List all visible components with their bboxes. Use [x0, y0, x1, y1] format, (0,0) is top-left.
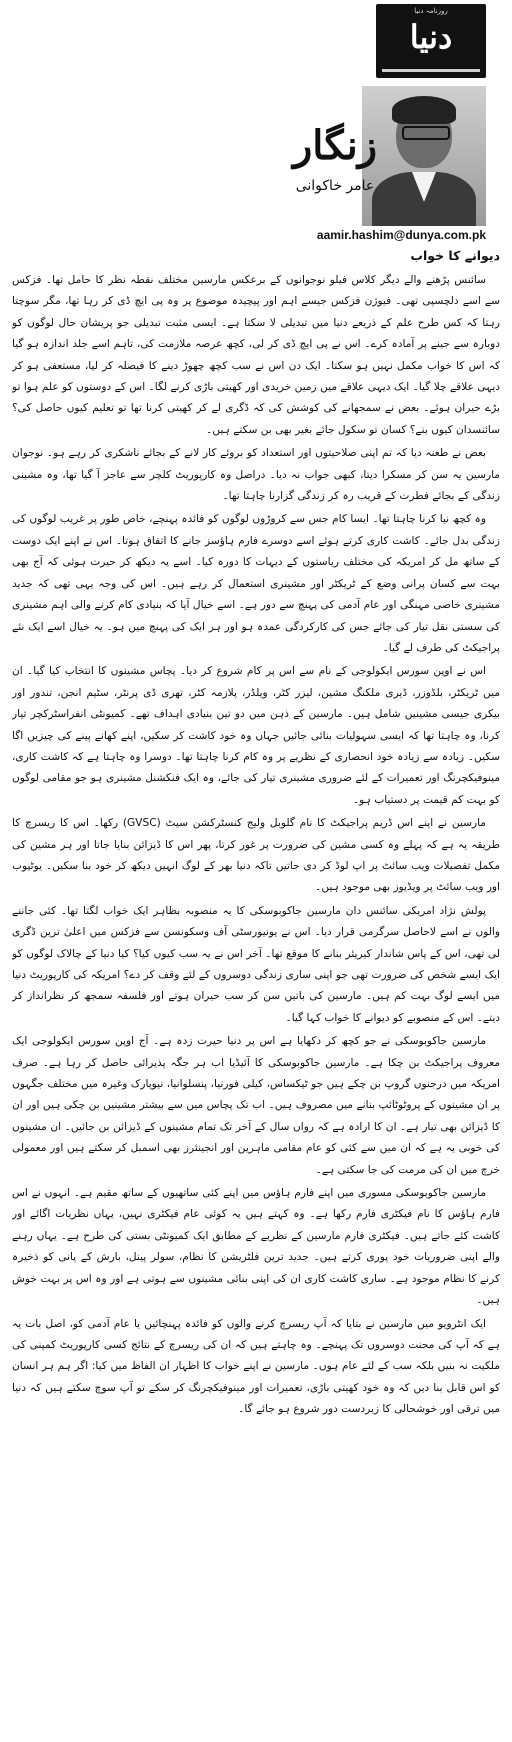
article-paragraph: پولش نژاد امریکی سائنس دان مارسین جاکوبوسکی کا یہ منصوبہ بظاہر ایک خواب لگتا تھا۔ کئی جاننے والوں نے اسے لاحاصل سرگرمی قرار دیا۔ اس نے یونیورسٹی آف وسکونسن سے فزکس میں اعلیٰ ترین ڈگری لی تھی، اس کے پاس شاندار کیریئر بنانے کا موقع تھا۔ آخر اس نے یہ سب کیوں کیا؟ کیا دنیا کے چالاک لوگوں کو ایک ایسے شخص کی ضرورت تھی جو اپنی ساری زندگی دوسروں کے لئے وقف کر دے؟ امریکہ کی کارپوریٹ دنیا میں ایسے لوگ بہت کم ہیں۔ مارسین کی باتیں سن کر سب حیران ہوتے اور فلسفہ سمجھ کر نظرانداز کر دیتے۔ اس کے منصوبے کو دیوانے کا خواب کہا گیا۔ [12, 904, 500, 1024]
column-byline [0, 86, 512, 242]
author-name: عامر خاکوانی [295, 178, 375, 194]
article-paragraph: سائنس پڑھنے والے دیگر کلاس فیلو نوجوانوں کے برعکس مارسین مختلف نقطہ نظر کا حامل تھا۔ فزکس سے اسے دلچسپی تھی۔ فیوژن فزکس جیسے اہم اور پیچیدہ موضوع پر وہ پی ایچ ڈی کر رہا تھا، مگر سوچتا رہتا کہ کس طرح علم کے ذریعے دنیا میں تبدیلی لا سکتا ہے۔ ایسی مثبت تبدیلی جو پریشان حال لوگوں کو دوبارہ سے جینے پر آمادہ کرے۔ اس نے پی ایچ ڈی کر لی، کچھ عرصہ ملازمت کی، تاہم اسے جلد اندازہ ہو گیا کہ اس کا خواب مکمل نہیں ہو سکتا۔ ایک دن اس نے سب کچھ چھوڑ دینے کا فیصلہ کر لیا، مستعفی ہو کر دیہی علاقے چلا گیا۔ ایک دیہی علاقے میں زمین خریدی اور کھیتی باڑی کرنے لگا۔ اس کے دوستوں کو علم ہوا تو بڑے حیران ہوئے۔ بعض نے سمجھانے کی کوشش کی کہ ڈگری لے کر کھیتی کرنا تھا تو تعلیم کیوں حاصل کی؟ سائنسدان کیوں بنے؟ کسان تو سکول جائے بغیر بھی بن سکتے ہیں۔ [12, 274, 500, 436]
article-paragraph: اس نے اوپن سورس ایکولوجی کے نام سے اس پر کام شروع کر دیا۔ پچاس مشینوں کا انتخاب کیا گیا۔ ان میں ٹریکٹر، بلڈوزر، ڈیری ملکنگ مشین، لیزر کٹر، ویلڈر، پلازمہ کٹر، تھری ڈی پرنٹر، سٹیم انجن، تندور اور بیکری جیسی مشینیں شامل ہیں۔ مارسین کے ذہن میں دو تین بنیادی اہداف تھے۔ کمیونٹی انفراسٹرکچر تیار کرنا، وہ چاہتا تھا کہ ایسی سہولیات بنائی جائیں جہاں وہ خود کاشت کر سکیں، اپنے کھانے پینے کی چیزیں اگا سکیں۔ زیادہ سے زیادہ خود انحصاری کے نظریے پر وہ کام کرنا چاہتا تھا۔ دوسرا وہ چاہتا ہے کہ کاشت کاری، مینوفیکچرنگ اور تعمیرات کے لئے ضروری مشینری تیار کی جائے، وہ ایک فنکشنل مشینری ہو جو مقامی لوگوں کو بہت کم قیمت پر دستیاب ہو۔ [12, 665, 500, 806]
article-body [12, 246, 500, 1736]
article-paragraph: وہ کچھ نیا کرنا چاہتا تھا۔ ایسا کام جس سے کروڑوں لوگوں کو فائدہ پہنچے، خاص طور پر غریب لوگوں کی زندگی بدل جائے۔ کاشت کاری کرتے ہوئے اسے دوسرے فارم ہاؤسز جانے کا اتفاق ہوتا۔ اس نے اپنے ایک دوست کے ساتھ مل کر امریکہ کی مختلف ریاستوں کے دیہات کا دورہ کیا۔ اسے یہ دیکھ کر حیرت ہوئی کہ آج بھی بہت سے کسان پرانی وضع کے ٹریکٹر اور مشینری استعمال کر رہے ہیں۔ اس کی وجہ یہی تھی کہ جدید مشینری خاصی مہنگی اور عام آدمی کی پہنچ سے دور ہے۔ اسے خیال آیا کہ بنیادی کام کرنے والی اہم مشینری کی سستی نقل تیار کی جائے جس کی کارکردگی عمدہ ہو اور ہر ایک کی پہنچ میں ہو۔ یہ خیال اسے ایک نئے پراجیکٹ کی طرف لے گیا۔ [12, 513, 500, 654]
author-photo-glasses [402, 126, 450, 140]
article-paragraph: مارسین جاکوبوسکی مسوری میں اپنے فارم ہاؤس میں اپنے کئی ساتھیوں کے ساتھ مقیم ہے۔ انہوں نے اس فارم ہاؤس کا نام فیکٹری فارم رکھا ہے۔ وہ کہتے ہیں یہ کوئی عام فیکٹری نہیں، یہاں نظریات اگائے اور کاشت کئے جاتے ہیں۔ فیکٹری فارم مارسین کے نظریے کے مطابق ایک کمیونٹی بستی کی طرح ہے۔ یہاں رہنے والے اپنی ضروریات خود پوری کرتے ہیں۔ جدید ترین فلٹریشن کا نظام، سولر پینل، بارش کے پانی کو ذخیرہ کرنے کا نظام موجود ہے۔ ساری کاشت کاری ان کی اپنی بنائی مشینوں سے ہوتی ہے اور وہ اس پر بہت خوش ہیں۔ [12, 1187, 500, 1307]
article-paragraph: مارسین جاکوبوسکی نے جو کچھ کر دکھایا ہے اس پر دنیا حیرت زدہ ہے۔ آج اوپن سورس ایکولوجی ایک معروف پراجیکٹ بن چکا ہے۔ مارسین جاکوبوسکی کا آئیڈیا اب ہر جگہ پذیرائی حاصل کر رہا ہے۔ صرف امریکہ میں درجنوں گروپ بن چکے ہیں جو ٹیکساس، کیلی فورنیا، پنسلوانیا، نیویارک وغیرہ میں مختلف جگہوں پر ان مشینوں کے پروٹوٹائپ بنانے میں مصروف ہیں۔ اب تک پچاس میں سے بیشتر مشینیں بن چکی ہیں اور ان کا ڈیزائن بھی تیار ہے۔ ان کا ارادہ ہے کہ رواں سال کے آخر تک تمام مشینوں کے ڈیزائن بن جائیں۔ ان مشینوں کی خوبی یہ ہے کہ ان میں سے کئی کو عام مقامی ماہرین اور انجینئرز بھی اسمبل کر سکتے ہیں اور معمولی خرچ میں ان کی مرمت کی جا سکتی ہے۔ [12, 1035, 500, 1176]
column-name: زنگار [292, 122, 378, 169]
logo-stripe [382, 69, 480, 72]
author-photo-hair [392, 96, 456, 124]
logo-tagline: روزنامہ دنیا [414, 7, 448, 15]
newspaper-logo [376, 4, 486, 78]
article-paragraph: بعض نے طعنہ دیا کہ تم اپنی صلاحیتوں اور استعداد کو بروئے کار لانے کے بجائے ناشکری کر رہے ہو۔ نوجوان مارسین یہ سن کر مسکرا دیتا، کبھی جواب نہ دیا۔ دراصل وہ کارپوریٹ کلچر سے عاجز آ گیا تھا، وہ مشینی زندگی کے بجائے فطرت کے قریب رہ کر زندگی گزارنا چاہتا تھا۔ [12, 447, 500, 503]
masthead [0, 0, 512, 82]
article-headline: دیوانے کا خواب [410, 248, 500, 263]
article-paragraph: ایک انٹرویو میں مارسین نے بتایا کہ آپ ریسرچ کرنے والوں کو فائدہ پہنچائیں یا عام آدمی کو، اصل بات یہ ہے کہ آپ کی محنت دوسروں تک پہنچے۔ وہ چاہتے ہیں کہ ان کی ریسرچ کے نتائج کسی کارپوریٹ کمپنی کی ملکیت نہ بنیں بلکہ سب کے لئے عام ہوں۔ مارسین نے اپنے خواب کا اظہار ان الفاظ میں کیا: اگر ہم ہر انسان کو اس قابل بنا دیں کہ وہ خود کھیتی باڑی، تعمیرات اور مینوفیکچرنگ کر سکے تو آپ سوچ سکتے ہیں کہ دنیا میں ترقی اور خوشحالی کا زبردست دور شروع ہو جائے گا۔ [12, 1317, 500, 1416]
author-email[interactable]: aamir.hashim@dunya.com.pk [316, 228, 486, 242]
article-paragraph: مارسین نے اپنے اس ڈریم پراجیکٹ کا نام گلوبل ولیج کنسٹرکشن سیٹ (GVSC) رکھا۔ اس کا ریسرچ کا طریقہ یہ ہے کہ پہلے وہ کسی مشین کی ضرورت پر غور کرتا، پھر اس کا ڈیزائن بنایا جاتا اور ہر مشین کی مکمل تفصیلات ویب سائٹ پر اپ لوڈ کر دی جاتیں تاکہ دنیا بھر کے لوگ انہیں دیکھ کر خود بنا سکیں۔ یوٹیوب اور ویب سائٹ پر ویڈیوز بھی موجود ہیں۔ [12, 817, 500, 894]
logo-wordmark: دنیا [409, 18, 453, 56]
